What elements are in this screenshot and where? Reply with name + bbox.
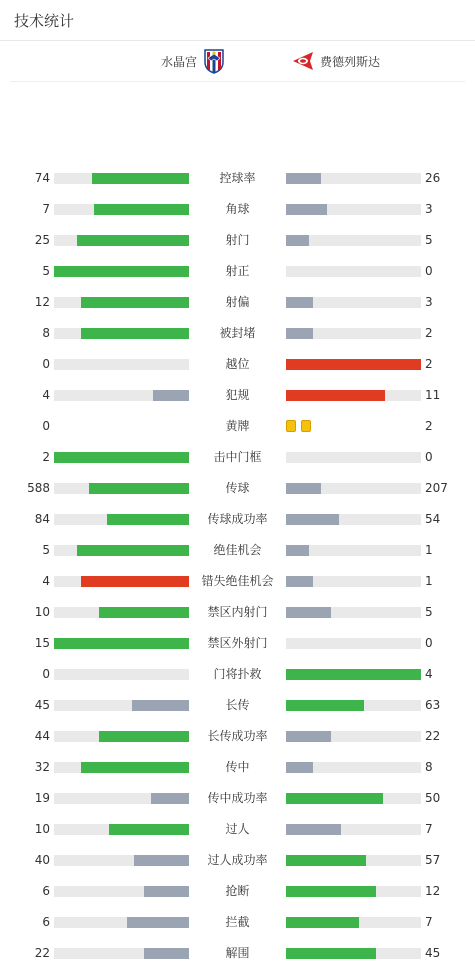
stat-row[interactable] (0, 535, 475, 566)
stat-row[interactable] (0, 597, 475, 628)
away-value: 12 (425, 884, 441, 898)
stat-label: 传中成功率 (207, 791, 268, 805)
home-bar-fill (144, 948, 189, 959)
page-title: 技术统计 (14, 11, 75, 30)
away-value: 2 (425, 326, 433, 340)
home-bar-track (54, 576, 189, 587)
stat-label: 角球 (225, 202, 250, 216)
home-bar-fill (81, 576, 189, 587)
away-value: 2 (425, 419, 433, 433)
stat-row[interactable] (0, 659, 475, 690)
away-bar-fill (286, 576, 313, 587)
away-bar-fill (286, 359, 421, 370)
away-bar-fill (286, 669, 421, 680)
away-value: 5 (425, 233, 433, 247)
home-bar-fill (153, 390, 189, 401)
home-value: 74 (34, 171, 50, 185)
stat-row[interactable] (0, 628, 475, 659)
home-bar-fill (77, 235, 189, 246)
home-bar-track (54, 359, 189, 370)
home-bar-fill (99, 607, 189, 618)
home-bar-track (54, 762, 189, 773)
yellow-card-icon (301, 420, 311, 432)
away-bar-track (286, 824, 421, 835)
stat-label: 传球 (225, 481, 250, 495)
home-bar-fill (81, 328, 189, 339)
yellow-cards (286, 420, 311, 432)
stat-label: 错失绝佳机会 (201, 574, 274, 588)
stats-header (0, 0, 475, 41)
stat-row[interactable] (0, 814, 475, 845)
away-bar-track (286, 514, 421, 525)
away-value: 26 (425, 171, 441, 185)
stat-row[interactable] (0, 287, 475, 318)
away-value: 8 (425, 760, 433, 774)
away-bar-fill (286, 297, 313, 308)
stat-label: 长传 (225, 698, 250, 712)
away-bar-fill (286, 545, 309, 556)
stat-label: 绝佳机会 (213, 543, 262, 557)
away-value: 7 (425, 915, 433, 929)
away-value: 54 (425, 512, 441, 526)
away-team[interactable] (291, 41, 380, 81)
home-bar-fill (99, 731, 189, 742)
home-bar-fill (134, 855, 189, 866)
stat-row[interactable] (0, 721, 475, 752)
stat-label: 过人 (225, 822, 250, 836)
away-value: 2 (425, 357, 433, 371)
stat-row[interactable] (0, 907, 475, 938)
home-bar-track (54, 452, 189, 463)
stat-label: 射门 (225, 233, 250, 247)
stat-label: 射偏 (225, 295, 250, 309)
away-value: 0 (425, 636, 433, 650)
stat-label: 控球率 (219, 171, 256, 185)
home-value: 8 (42, 326, 50, 340)
home-value: 5 (42, 543, 50, 557)
home-value: 5 (42, 264, 50, 278)
home-bar-fill (81, 762, 189, 773)
away-bar-track (286, 328, 421, 339)
home-bar-track (54, 390, 189, 401)
home-bar-track (54, 514, 189, 525)
home-value: 0 (42, 667, 50, 681)
away-bar-track (286, 235, 421, 246)
away-bar-track (286, 452, 421, 463)
away-value: 3 (425, 295, 433, 309)
home-value: 40 (34, 853, 50, 867)
stat-row[interactable] (0, 845, 475, 876)
away-value: 7 (425, 822, 433, 836)
home-bar-fill (151, 793, 189, 804)
home-bar-track (54, 607, 189, 618)
away-bar-fill (286, 235, 309, 246)
stat-row[interactable] (0, 690, 475, 721)
home-team-name: 水晶宫 (160, 54, 197, 69)
crystal-palace-crest-icon (203, 48, 225, 74)
away-bar-track (286, 173, 421, 184)
stat-label: 过人成功率 (207, 853, 268, 867)
stat-row[interactable] (0, 194, 475, 225)
home-value: 25 (34, 233, 50, 247)
stat-label: 犯规 (225, 388, 250, 402)
away-bar-track (286, 204, 421, 215)
away-value: 3 (425, 202, 433, 216)
away-bar-fill (286, 948, 376, 959)
home-value: 15 (34, 636, 50, 650)
stat-label: 解围 (225, 946, 250, 960)
away-bar-fill (286, 483, 321, 494)
stat-row[interactable] (0, 380, 475, 411)
away-bar-track (286, 483, 421, 494)
stat-row[interactable] (0, 473, 475, 504)
away-bar-track (286, 607, 421, 618)
stat-label: 长传成功率 (207, 729, 268, 743)
away-bar-track (286, 359, 421, 370)
home-bar-fill (54, 638, 189, 649)
away-value: 5 (425, 605, 433, 619)
home-value: 10 (34, 822, 50, 836)
away-bar-track (286, 731, 421, 742)
away-bar-fill (286, 731, 331, 742)
stat-row[interactable] (0, 752, 475, 783)
away-bar-fill (286, 824, 341, 835)
away-value: 63 (425, 698, 441, 712)
home-value: 6 (42, 915, 50, 929)
away-value: 207 (425, 481, 448, 495)
away-bar-track (286, 948, 421, 959)
away-bar-track (286, 638, 421, 649)
home-value: 12 (34, 295, 50, 309)
home-team[interactable] (161, 41, 225, 81)
home-bar-fill (89, 483, 189, 494)
away-bar-track (286, 390, 421, 401)
away-bar-track (286, 793, 421, 804)
away-bar-fill (286, 700, 364, 711)
away-value: 4 (425, 667, 433, 681)
away-bar-track (286, 266, 421, 277)
home-bar-track (54, 948, 189, 959)
home-bar-fill (107, 514, 189, 525)
stat-label: 禁区内射门 (207, 605, 268, 619)
stat-label: 门将扑救 (213, 667, 262, 681)
away-bar-fill (286, 855, 366, 866)
stat-row[interactable] (0, 442, 475, 473)
stat-label: 黄牌 (225, 419, 250, 433)
home-value: 4 (42, 574, 50, 588)
away-bar-fill (286, 514, 339, 525)
away-value: 11 (425, 388, 441, 402)
away-value: 0 (425, 450, 433, 464)
home-value: 6 (42, 884, 50, 898)
stat-row[interactable] (0, 318, 475, 349)
home-bar-fill (94, 204, 189, 215)
away-bar-track (286, 297, 421, 308)
home-bar-fill (127, 917, 189, 928)
away-bar-fill (286, 204, 327, 215)
away-value: 0 (425, 264, 433, 278)
stat-row[interactable] (0, 783, 475, 814)
home-bar-track (54, 173, 189, 184)
home-bar-fill (54, 452, 189, 463)
stat-row[interactable] (0, 256, 475, 287)
home-value: 32 (34, 760, 50, 774)
home-bar-track (54, 204, 189, 215)
home-value: 0 (42, 419, 50, 433)
home-bar-track (54, 235, 189, 246)
away-value: 57 (425, 853, 441, 867)
home-bar-track (54, 297, 189, 308)
away-bar-track (286, 545, 421, 556)
stat-label: 击中门框 (213, 450, 262, 464)
home-bar-track (54, 638, 189, 649)
stat-row[interactable] (0, 938, 475, 969)
stat-label: 射正 (225, 264, 250, 278)
stat-row[interactable] (0, 411, 475, 442)
home-value: 10 (34, 605, 50, 619)
away-bar-track (286, 576, 421, 587)
home-value: 4 (42, 388, 50, 402)
stat-label: 禁区外射门 (207, 636, 268, 650)
away-bar-track (286, 762, 421, 773)
home-bar-track (54, 855, 189, 866)
away-bar-track (286, 855, 421, 866)
home-value: 45 (34, 698, 50, 712)
stat-row[interactable] (0, 349, 475, 380)
fredrikstad-crest-icon (291, 48, 315, 74)
home-value: 84 (34, 512, 50, 526)
away-bar-fill (286, 173, 321, 184)
home-bar-fill (92, 173, 189, 184)
away-value: 45 (425, 946, 441, 960)
away-value: 50 (425, 791, 441, 805)
home-bar-track (54, 328, 189, 339)
away-team-name: 费德列斯达 (320, 54, 381, 69)
home-bar-track (54, 700, 189, 711)
stat-row[interactable] (0, 163, 475, 194)
stat-row[interactable] (0, 225, 475, 256)
away-bar-fill (286, 793, 383, 804)
home-value: 2 (42, 450, 50, 464)
home-bar-track (54, 793, 189, 804)
home-value: 44 (34, 729, 50, 743)
home-bar-track (54, 545, 189, 556)
away-bar-fill (286, 328, 313, 339)
away-bar-track (286, 669, 421, 680)
stat-label: 传中 (225, 760, 250, 774)
home-bar-fill (81, 297, 189, 308)
home-value: 22 (34, 946, 50, 960)
home-value: 588 (27, 481, 50, 495)
home-value: 0 (42, 357, 50, 371)
home-bar-track (54, 917, 189, 928)
yellow-card-icon (286, 420, 296, 432)
stat-label: 越位 (225, 357, 250, 371)
away-bar-track (286, 700, 421, 711)
home-bar-track (54, 266, 189, 277)
away-bar-fill (286, 607, 331, 618)
home-bar-fill (54, 266, 189, 277)
stat-label: 被封堵 (219, 326, 256, 340)
team-header (10, 41, 465, 82)
stat-row[interactable] (0, 566, 475, 597)
away-bar-fill (286, 917, 359, 928)
home-bar-fill (132, 700, 189, 711)
home-bar-track (54, 669, 189, 680)
home-value: 19 (34, 791, 50, 805)
stat-label: 抢断 (225, 884, 250, 898)
stat-row[interactable] (0, 504, 475, 535)
home-bar-fill (77, 545, 189, 556)
away-bar-fill (286, 390, 385, 401)
away-value: 1 (425, 574, 433, 588)
home-bar-track (54, 824, 189, 835)
home-value: 7 (42, 202, 50, 216)
home-bar-track (54, 483, 189, 494)
home-bar-fill (109, 824, 189, 835)
stat-label: 拦截 (225, 915, 250, 929)
home-bar-track (54, 731, 189, 742)
away-value: 1 (425, 543, 433, 557)
away-value: 22 (425, 729, 441, 743)
away-bar-fill (286, 762, 313, 773)
stat-label: 传球成功率 (207, 512, 268, 526)
stat-row[interactable] (0, 876, 475, 907)
away-bar-track (286, 917, 421, 928)
